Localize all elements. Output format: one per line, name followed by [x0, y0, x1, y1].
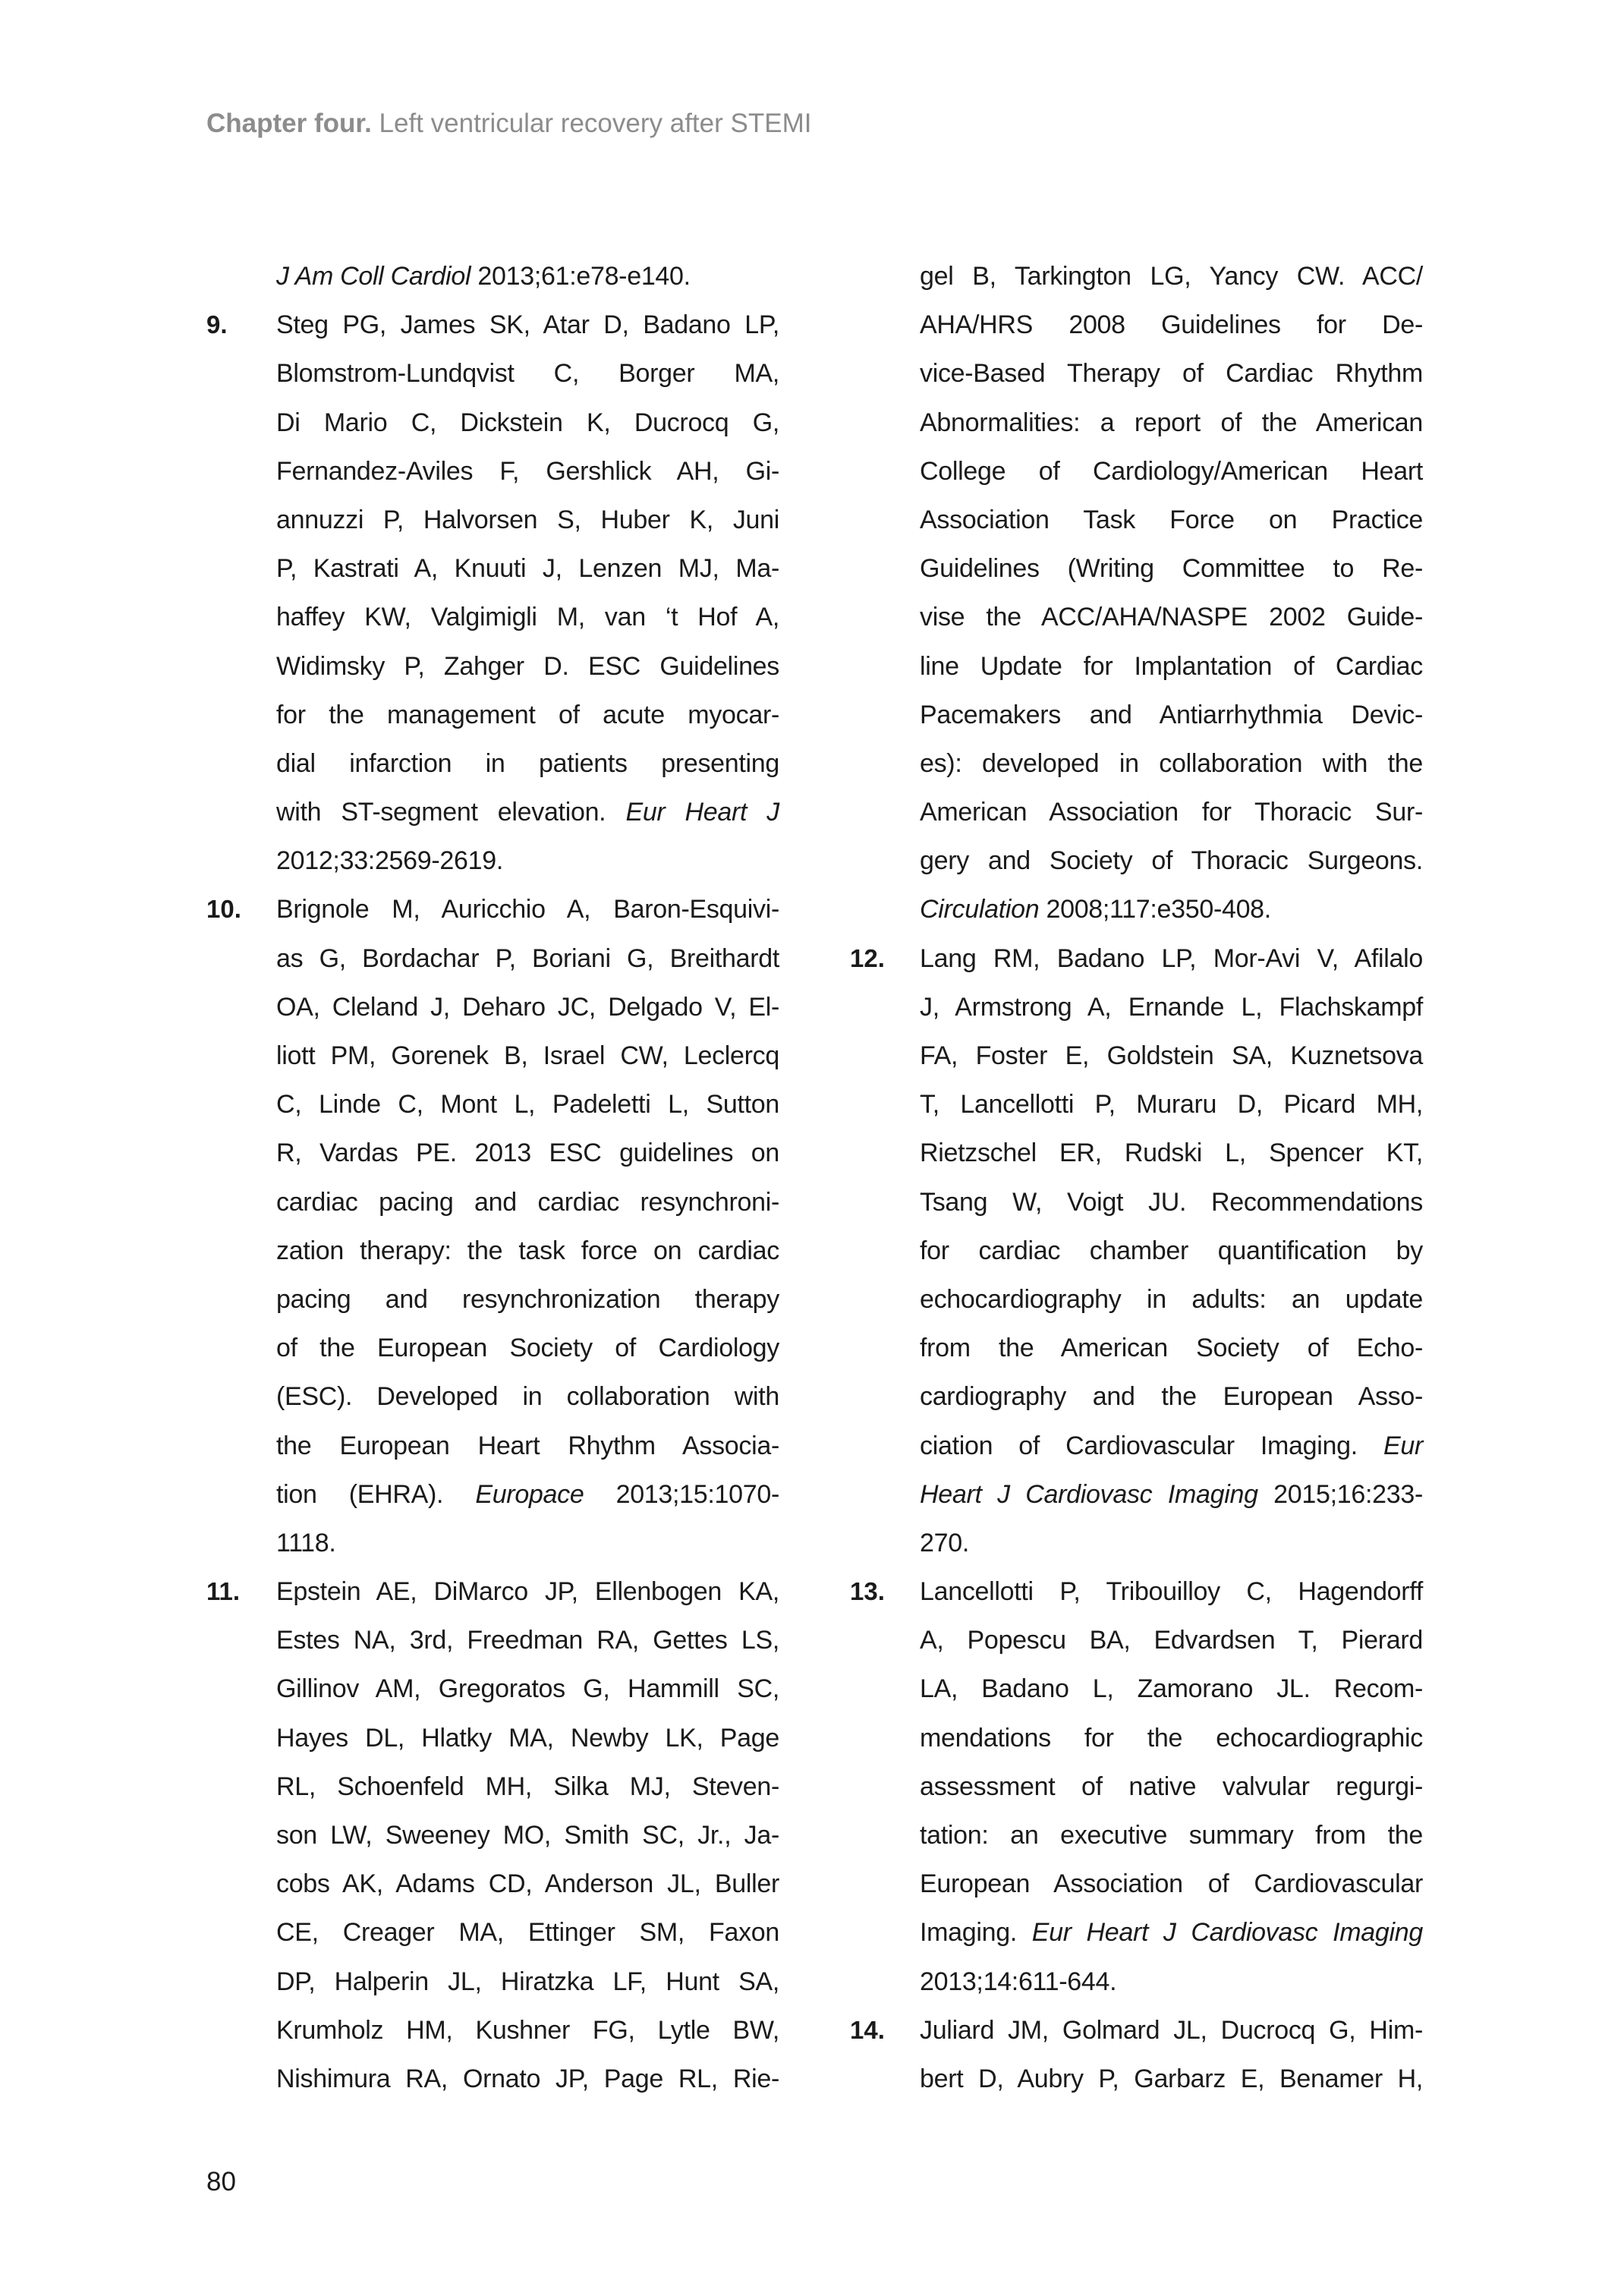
- journal-name: Heart J Cardiovasc Imaging: [920, 1479, 1258, 1509]
- reference-number: 13.: [850, 1577, 885, 1606]
- reference-text: 2013;61:e78-e140.: [471, 262, 691, 291]
- reference-column-left: [206, 252, 779, 2103]
- reference-line: son LW, Sweeney MO, Smith SC, Jr., Ja-: [276, 1821, 779, 1850]
- reference-line: DP, Halperin JL, Hiratzka LF, Hunt SA,: [276, 1967, 779, 1996]
- reference-line: Epstein AE, DiMarco JP, Ellenbogen KA,: [276, 1577, 779, 1607]
- reference-entry: [276, 252, 779, 301]
- reference-line: as G, Bordachar P, Boriani G, Breithardt: [276, 943, 779, 973]
- reference-line: Abnormalities: a report of the American: [920, 408, 1423, 437]
- reference-entry: [850, 1567, 1423, 2006]
- reference-line: RL, Schoenfeld MH, Silka MJ, Steven-: [276, 1772, 779, 1801]
- reference-line: liott PM, Gorenek B, Israel CW, Leclercq: [276, 1041, 779, 1070]
- reference-line: OA, Cleland J, Deharo JC, Delgado V, El-: [276, 992, 779, 1022]
- reference-line: Nishimura RA, Ornato JP, Page RL, Rie-: [276, 2064, 779, 2093]
- reference-text: ciation of Cardiovascular Imaging.: [920, 1431, 1383, 1460]
- reference-entry: [920, 252, 1423, 934]
- reference-line: mendations for the echocardiographic: [920, 1723, 1423, 1753]
- reference-line: C, Linde C, Mont L, Padeletti L, Sutton: [276, 1090, 779, 1120]
- reference-line: 2013;14:611-644.: [920, 1967, 1117, 1996]
- reference-line: [276, 252, 779, 301]
- reference-line: Gillinov AM, Gregoratos G, Hammill SC,: [276, 1674, 779, 1704]
- reference-line: echocardiography in adults: an update: [920, 1284, 1423, 1314]
- reference-line: European Association of Cardiovascular: [920, 1869, 1423, 1899]
- reference-line: FA, Foster E, Goldstein SA, Kuznetsova: [920, 1041, 1423, 1070]
- reference-line: [276, 788, 779, 836]
- reference-line: A, Popescu BA, Edvardsen T, Pierard: [920, 1626, 1423, 1655]
- reference-line: for cardiac chamber quantification by: [920, 1236, 1423, 1265]
- reference-entry: [850, 2006, 1423, 2103]
- reference-line: es): developed in collaboration with the: [920, 748, 1423, 778]
- reference-line: vice-Based Therapy of Cardiac Rhythm: [920, 359, 1423, 389]
- reference-line: J, Armstrong A, Ernande L, Flachskampf: [920, 992, 1423, 1022]
- reference-line: pacing and resynchronization therapy: [276, 1284, 779, 1314]
- reference-line: Lancellotti P, Tribouilloy C, Hagendorff: [920, 1577, 1423, 1607]
- reference-line: Tsang W, Voigt JU. Recommendations: [920, 1187, 1423, 1217]
- reference-line: Steg PG, James SK, Atar D, Badano LP,: [276, 310, 779, 340]
- reference-line: the European Heart Rhythm Associa-: [276, 1431, 779, 1460]
- reference-number: 11.: [206, 1577, 241, 1606]
- reference-text: tion (EHRA).: [276, 1479, 476, 1509]
- reference-line: gery and Society of Thoracic Surgeons.: [920, 846, 1423, 876]
- reference-line: 270.: [920, 1528, 969, 1557]
- reference-line: Estes NA, 3rd, Freedman RA, Gettes LS,: [276, 1626, 779, 1655]
- reference-line: [276, 1470, 779, 1519]
- reference-line: CE, Creager MA, Ettinger SM, Faxon: [276, 1918, 779, 1948]
- reference-line: [920, 1422, 1423, 1470]
- reference-line: Rietzschel ER, Rudski L, Spencer KT,: [920, 1138, 1423, 1168]
- journal-name: Eur: [1383, 1431, 1423, 1460]
- reference-line: gel B, Tarkington LG, Yancy CW. ACC/: [920, 262, 1423, 291]
- journal-name: Europace: [475, 1479, 584, 1509]
- journal-name: J Am Coll Cardiol: [276, 262, 471, 291]
- reference-line: line Update for Implantation of Cardiac: [920, 651, 1423, 681]
- reference-line: [920, 885, 1423, 934]
- reference-line: Krumholz HM, Kushner FG, Lytle BW,: [276, 2015, 779, 2045]
- reference-number: 10.: [206, 895, 241, 924]
- journal-name: Eur Heart J: [625, 798, 779, 827]
- page-number: 80: [206, 2167, 236, 2197]
- journal-name: Circulation: [920, 895, 1040, 924]
- reference-line: 1118.: [276, 1528, 336, 1557]
- reference-line: Blomstrom-Lundqvist C, Borger MA,: [276, 359, 779, 389]
- reference-line: cardiography and the European Asso-: [920, 1382, 1423, 1412]
- reference-line: Pacemakers and Antiarrhythmia Devic-: [920, 700, 1423, 729]
- reference-line: Brignole M, Auricchio A, Baron-Esquivi-: [276, 895, 779, 924]
- reference-text: Imaging.: [920, 1918, 1032, 1948]
- reference-line: vise the ACC/AHA/NASPE 2002 Guide-: [920, 603, 1423, 632]
- reference-number: 12.: [850, 943, 885, 972]
- reference-text: with ST-segment elevation.: [276, 798, 626, 827]
- reference-line: Lang RM, Badano LP, Mor-Avi V, Afilalo: [920, 943, 1423, 973]
- reference-number: 9.: [206, 310, 228, 339]
- reference-text: 2013;15:1070-: [584, 1479, 779, 1509]
- reference-entry: [850, 934, 1423, 1567]
- reference-line: dial infarction in patients presenting: [276, 748, 779, 778]
- journal-name: Eur Heart J Cardiovasc Imaging: [1031, 1918, 1423, 1948]
- reference-line: Guidelines (Writing Committee to Re-: [920, 554, 1423, 584]
- reference-line: tation: an executive summary from the: [920, 1821, 1423, 1850]
- reference-line: Di Mario C, Dickstein K, Ducrocq G,: [276, 408, 779, 437]
- reference-line: (ESC). Developed in collaboration with: [276, 1382, 779, 1412]
- reference-text: 2008;117:e350-408.: [1039, 895, 1271, 924]
- reference-line: haffey KW, Valgimigli M, van ‘t Hof A,: [276, 603, 779, 632]
- chapter-title: Left ventricular recovery after STEMI: [379, 109, 812, 138]
- reference-line: American Association for Thoracic Sur-: [920, 798, 1423, 827]
- reference-line: R, Vardas PE. 2013 ESC guidelines on: [276, 1138, 779, 1168]
- reference-line: College of Cardiology/American Heart: [920, 456, 1423, 486]
- reference-line: LA, Badano L, Zamorano JL. Recom-: [920, 1674, 1423, 1704]
- reference-line: [920, 1908, 1423, 1957]
- reference-line: assessment of native valvular regurgi-: [920, 1772, 1423, 1801]
- reference-line: 2012;33:2569-2619.: [276, 846, 503, 876]
- reference-line: Fernandez-Aviles F, Gershlick AH, Gi-: [276, 456, 779, 486]
- reference-line: of the European Society of Cardiology: [276, 1334, 779, 1363]
- reference-line: zation therapy: the task force on cardiac: [276, 1236, 779, 1265]
- reference-entry: [206, 885, 779, 1567]
- reference-entry: [206, 1567, 779, 2103]
- reference-entry: [206, 301, 779, 885]
- reference-line: [920, 1470, 1423, 1519]
- reference-line: P, Kastrati A, Knuuti J, Lenzen MJ, Ma-: [276, 554, 779, 584]
- running-header: [206, 109, 811, 139]
- reference-column-right: [850, 252, 1423, 2103]
- reference-line: Widimsky P, Zahger D. ESC Guidelines: [276, 651, 779, 681]
- reference-line: for the management of acute myocar-: [276, 700, 779, 729]
- reference-line: cardiac pacing and cardiac resynchroni-: [276, 1187, 779, 1217]
- reference-line: annuzzi P, Halvorsen S, Huber K, Juni: [276, 505, 779, 534]
- reference-line: Association Task Force on Practice: [920, 505, 1423, 534]
- reference-number: 14.: [850, 2015, 885, 2044]
- reference-line: Juliard JM, Golmard JL, Ducrocq G, Him-: [920, 2015, 1423, 2045]
- reference-text: 2015;16:233-: [1257, 1479, 1423, 1509]
- reference-line: cobs AK, Adams CD, Anderson JL, Buller: [276, 1869, 779, 1899]
- reference-line: AHA/HRS 2008 Guidelines for De-: [920, 310, 1423, 340]
- reference-line: T, Lancellotti P, Muraru D, Picard MH,: [920, 1090, 1423, 1120]
- chapter-label: Chapter four.: [206, 109, 372, 138]
- reference-line: from the American Society of Echo-: [920, 1334, 1423, 1363]
- reference-line: bert D, Aubry P, Garbarz E, Benamer H,: [920, 2064, 1423, 2093]
- reference-line: Hayes DL, Hlatky MA, Newby LK, Page: [276, 1723, 779, 1753]
